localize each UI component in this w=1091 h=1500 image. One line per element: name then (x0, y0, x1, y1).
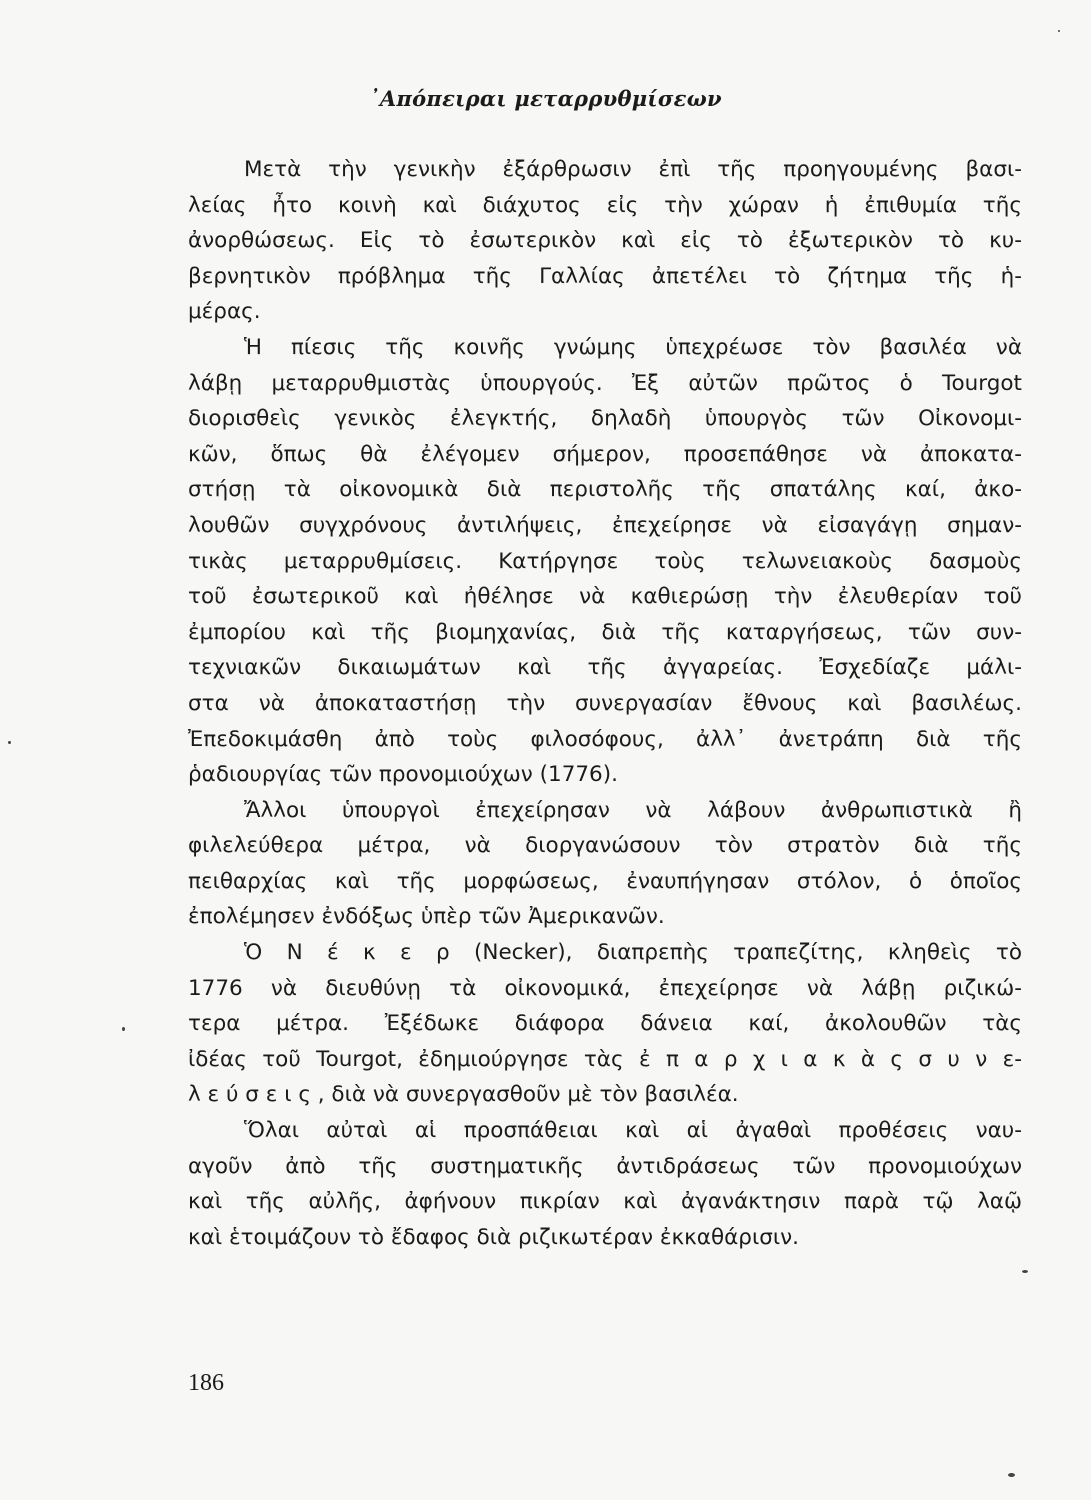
text-line: στήσῃ τὰ οἰκονομικὰ διὰ περιστολῆς τῆς σπατάλης καί, ἀκο- (188, 477, 1022, 503)
scan-speck (1022, 1270, 1028, 1273)
text-line: κῶν, ὅπως θὰ ἐλέγομεν σήμερον, προσεπάθησε νὰ ἀποκατα- (188, 441, 1022, 467)
text-line: στα νὰ ἀποκαταστήσῃ τὴν συνεργασίαν ἔθνους καὶ βασιλέως. (188, 690, 1022, 716)
text-line: λ ε ύ σ ε ι ς , διὰ νὰ συνεργασθοῦν μὲ τὸν βασιλέα. (188, 1082, 739, 1108)
text-line: ἰδέας τοῦ Tourgot, ἐδημιούργησε τὰς ἐ π α ρ χ ι α κ ὰ ς σ υ ν ε- (188, 1046, 1022, 1072)
text-line: λάβῃ μεταρρυθμιστὰς ὑπουργούς. Ἐξ αὐτῶν πρῶτος ὁ Tourgot (188, 370, 1022, 396)
scan-speck (1058, 30, 1060, 32)
text-line: μέρας. (188, 299, 261, 325)
section-heading: ᾿Απόπειραι μεταρρυθμίσεων (369, 86, 722, 111)
text-line: φιλελεύθερα μέτρα, νὰ διοργανώσουν τὸν στρατὸν διὰ τῆς (188, 833, 1022, 859)
text-line: καὶ τῆς αὐλῆς, ἀφήνουν πικρίαν καὶ ἀγανάκτησιν παρὰ τῷ λαῷ (188, 1189, 1022, 1215)
text-line: Ὁ Ν έ κ ε ρ (Necker), διαπρεπὴς τραπεζίτης, κληθεὶς τὸ (244, 940, 1022, 966)
text-line: ἐμπορίου καὶ τῆς βιομηχανίας, διὰ τῆς καταργήσεως, τῶν συν- (188, 619, 1022, 645)
text-line: διορισθεὶς γενικὸς ἐλεγκτής, δηλαδὴ ὑπουργὸς τῶν Οἰκονομι- (188, 406, 1022, 432)
scan-speck (8, 741, 11, 744)
text-line: ἀνορθώσεως. Εἰς τὸ ἐσωτερικὸν καὶ εἰς τὸ ἐξωτερικὸν τὸ κυ- (188, 228, 1022, 254)
text-line: Μετὰ τὴν γενικὴν ἐξάρθρωσιν ἐπὶ τῆς προηγουμένης βασι- (244, 157, 1022, 182)
text-line: Ἐπεδοκιμάσθη ἀπὸ τοὺς φιλοσόφους, ἀλλ᾽ ἀνετράπη διὰ τῆς (188, 726, 1022, 752)
text-line: τικὰς μεταρρυθμίσεις. Κατήργησε τοὺς τελωνειακοὺς δασμοὺς (188, 548, 1022, 574)
text-line: ῥαδιουργίας τῶν προνομιούχων (1776). (188, 762, 618, 788)
text-line: λείας ἦτο κοινὴ καὶ διάχυτος εἰς τὴν χώραν ἡ ἐπιθυμία τῆς (188, 192, 1022, 218)
scan-speck (122, 1027, 125, 1031)
text-line: καὶ ἑτοιμάζουν τὸ ἔδαφος διὰ ριζικωτέραν ἐκκαθάρισιν. (188, 1224, 799, 1250)
text-line: τοῦ ἐσωτερικοῦ καὶ ἠθέλησε νὰ καθιερώσῃ τὴν ἐλευθερίαν τοῦ (188, 584, 1022, 610)
text-line: πειθαρχίας καὶ τῆς μορφώσεως, ἐναυπήγησαν στόλον, ὁ ὁποῖος (188, 868, 1022, 894)
text-line: λουθῶν συγχρόνους ἀντιλήψεις, ἐπεχείρησε νὰ εἰσαγάγῃ σημαν- (188, 512, 1022, 538)
text-line: βερνητικὸν πρόβλημα τῆς Γαλλίας ἀπετέλει τὸ ζήτημα τῆς ἡ- (188, 263, 1022, 289)
page-number: 186 (188, 1370, 224, 1396)
text-line: αγοῦν ἀπὸ τῆς συστηματικῆς ἀντιδράσεως τῶν προνομιούχων (188, 1153, 1022, 1179)
text-line: Ἡ πίεσις τῆς κοινῆς γνώμης ὑπεχρέωσε τὸν βασιλέα νὰ (244, 334, 1022, 360)
text-line: 1776 νὰ διευθύνῃ τὰ οἰκονομικά, ἐπεχείρησε νὰ λάβῃ ριζικώ- (188, 975, 1022, 1001)
text-line: Ἄλλοι ὑπουργοὶ ἐπεχείρησαν νὰ λάβουν ἀνθρωπιστικὰ ἢ (244, 797, 1022, 823)
text-line: τεχνιακῶν δικαιωμάτων καὶ τῆς ἀγγαρείας. Ἐσχεδίαζε μάλι- (188, 655, 1022, 681)
text-line: Ὅλαι αὐταὶ αἱ προσπάθειαι καὶ αἱ ἀγαθαὶ προθέσεις ναυ- (244, 1118, 1022, 1144)
text-line: ἐπολέμησεν ἐνδόξως ὑπὲρ τῶν Ἀμερικανῶν. (188, 904, 665, 930)
body-text (188, 152, 1022, 1255)
text-line: τερα μέτρα. Ἐξέδωκε διάφορα δάνεια καί, ἀκολουθῶν τὰς (188, 1011, 1022, 1037)
scan-speck (1008, 1473, 1015, 1477)
